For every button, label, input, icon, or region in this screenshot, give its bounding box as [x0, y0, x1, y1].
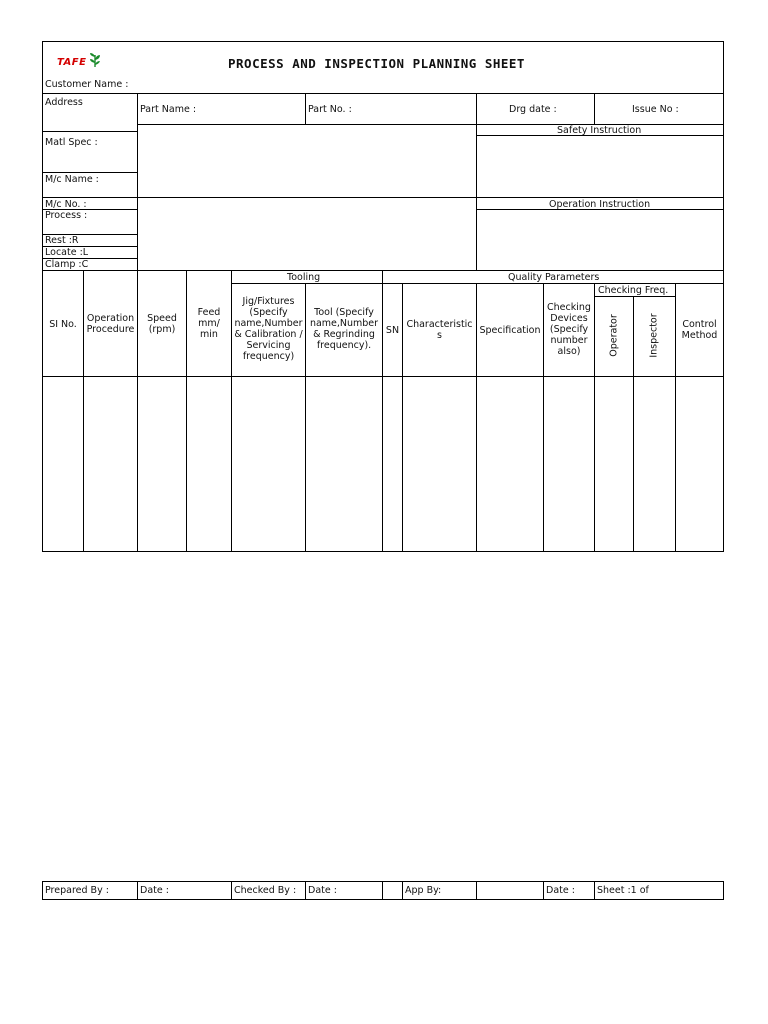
issue-no-label: Issue No :	[632, 104, 679, 115]
prepared-date-label: Date :	[140, 885, 169, 896]
col-sn: SN	[385, 325, 400, 336]
col-tool: Tool (Specify name,Number & Regrinding frequency).	[309, 307, 379, 351]
customer-name-label: Customer Name :	[45, 79, 129, 90]
col-inspector: Inspector	[648, 313, 660, 358]
page-title: PROCESS AND INSPECTION PLANNING SHEET	[228, 56, 525, 71]
locate-label: Locate :L	[45, 247, 89, 258]
checking-freq-header: Checking Freq.	[598, 285, 669, 296]
col-operator: Operator	[608, 314, 620, 357]
sheet-label: Sheet :1 of	[597, 885, 649, 896]
part-no-label: Part No. :	[308, 104, 352, 115]
matl-spec-label: Matl Spec :	[45, 137, 98, 148]
address-label: Address	[45, 97, 83, 108]
tafe-logo: TAFE	[57, 57, 87, 68]
tooling-group-header: Tooling	[287, 272, 321, 283]
rest-label: Rest :R	[45, 235, 79, 246]
checked-date-label: Date :	[308, 885, 337, 896]
col-operation-procedure: Operation Procedure	[86, 313, 135, 335]
col-control-method: Control Method	[681, 319, 718, 341]
checked-by-label: Checked By :	[234, 885, 297, 896]
part-name-label: Part Name :	[140, 104, 197, 115]
col-speed: Speed (rpm)	[147, 313, 177, 335]
col-si-no: SI No.	[49, 319, 77, 330]
clamp-label: Clamp :C	[45, 259, 89, 270]
operation-instruction-label: Operation Instruction	[549, 199, 651, 210]
safety-instruction-label: Safety Instruction	[557, 125, 642, 136]
mc-no-label: M/c No. :	[45, 199, 87, 210]
app-date-label: Date :	[546, 885, 575, 896]
process-label: Process :	[45, 210, 88, 221]
quality-group-header: Quality Parameters	[508, 272, 600, 283]
leaf-icon	[88, 52, 102, 68]
col-characteristics: Characteristic s	[406, 319, 473, 341]
app-by-label: App By:	[405, 885, 442, 896]
col-jig-fixtures: Jig/Fixtures (Specify name,Number & Calibration / Servicing frequency)	[234, 296, 303, 362]
col-checking-devices: Checking Devices (Specify number also)	[547, 302, 591, 357]
col-specification: Specification	[479, 325, 541, 336]
mc-name-label: M/c Name :	[45, 174, 99, 185]
drg-date-label: Drg date :	[509, 104, 557, 115]
col-feed: Feed mm/ min	[197, 307, 221, 340]
prepared-by-label: Prepared By :	[45, 885, 109, 896]
